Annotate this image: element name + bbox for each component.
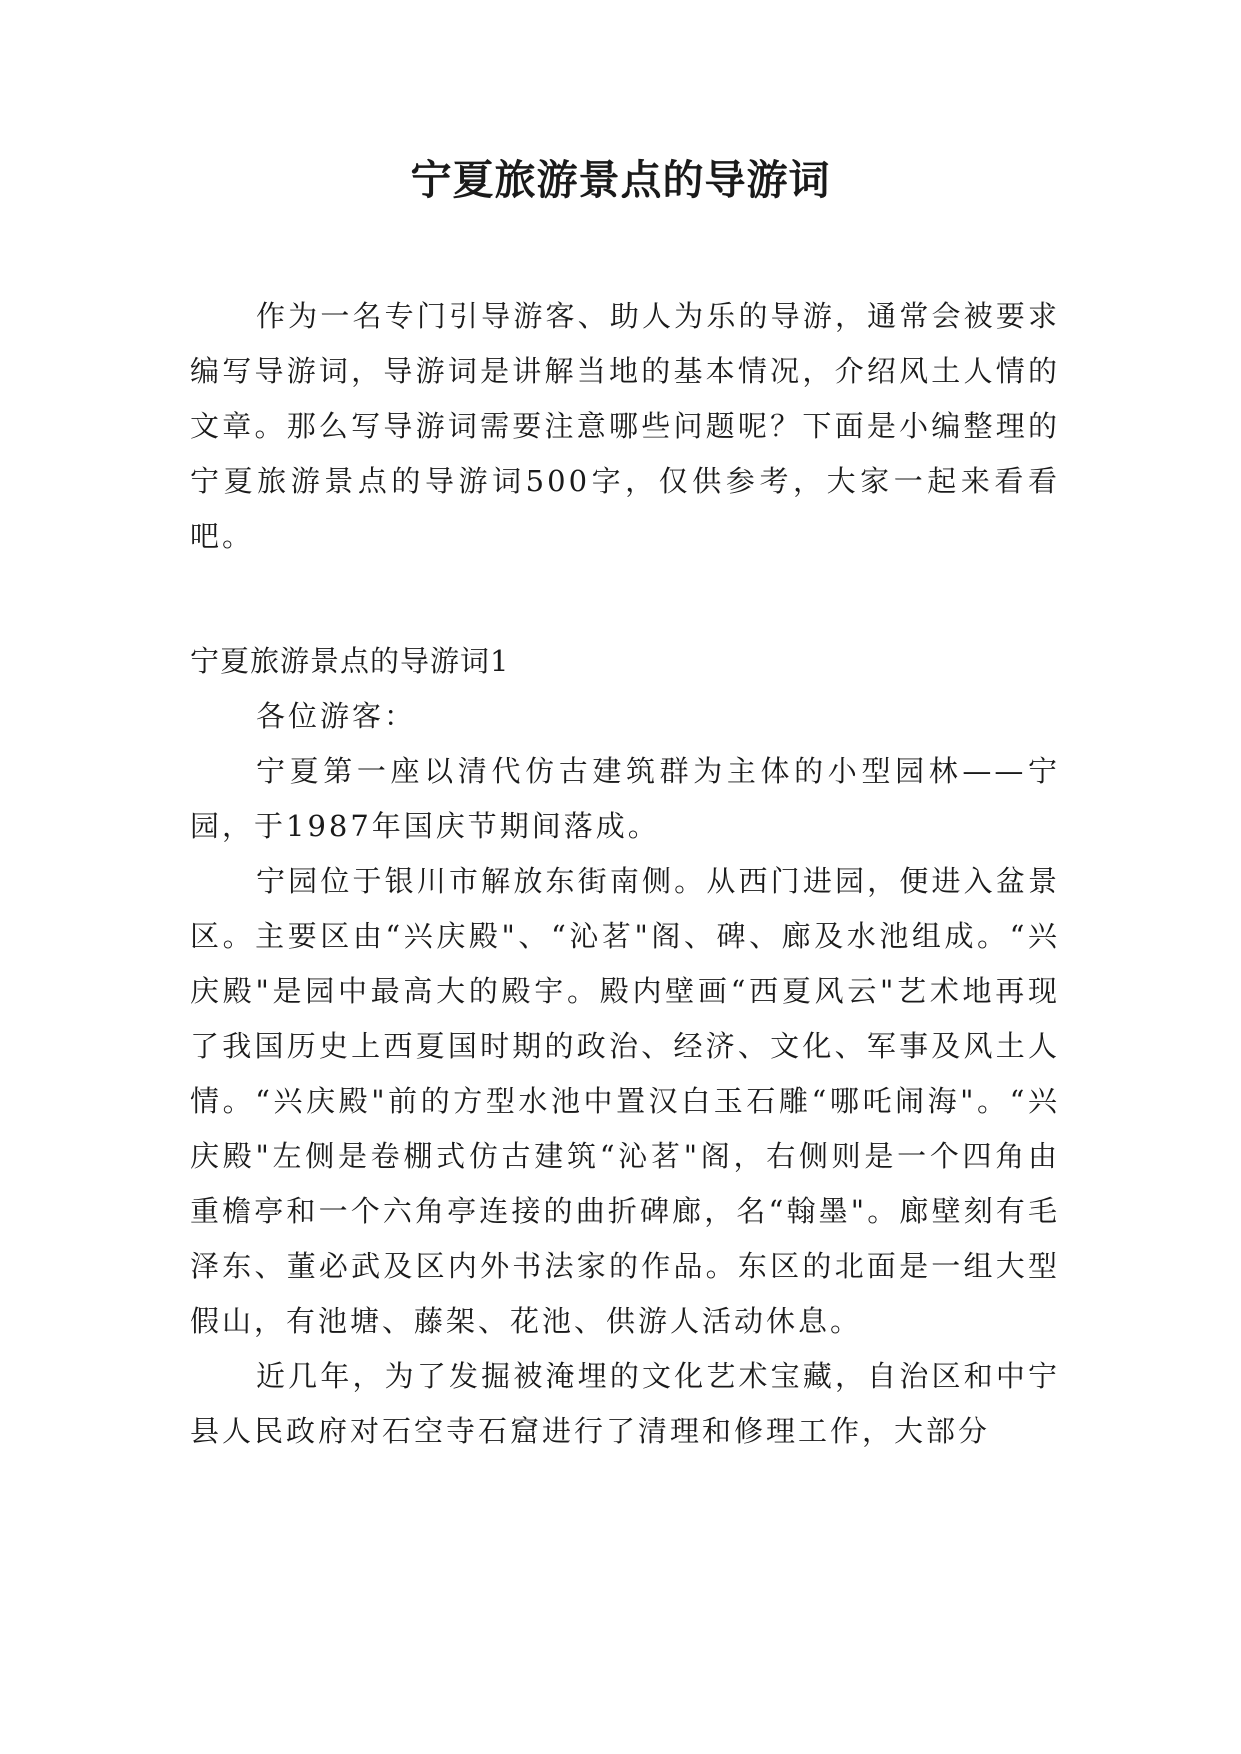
- greeting-paragraph: 各位游客：: [256, 699, 417, 733]
- document-title: 宁夏旅游景点的导游词: [410, 156, 831, 204]
- section-1: [190, 634, 1060, 1459]
- body-paragraph: 近几年，为了发掘被淹埋的文化艺术宝藏，自治区和中宁县人民政府对石空寺石窟进行了清理和修理工作，大部分: [190, 1359, 1060, 1448]
- body-paragraph: 宁夏第一座以清代仿古建筑群为主体的小型园林——宁园，于1987年国庆节期间落成。: [190, 754, 1060, 843]
- body-paragraph: 宁园位于银川市解放东街南侧。从西门进园，便进入盆景区。主要区由“兴庆殿"、“沁茗"阁、碑、廊及水池组成。“兴庆殿"是园中最高大的殿宇。殿内壁画“西夏风云"艺术地再现了我国历史上西夏国时期的政治、经济、文化、军事及风土人情。“兴庆殿"前的方型水池中置汉白玉石雕“哪吒闹海"。“兴庆殿"左侧是卷棚式仿古建筑“沁茗"阁，右侧则是一个四角由重檐亭和一个六角亭连接的曲折碑廊，名“翰墨"。廊壁刻有毛泽东、董必武及区内外书法家的作品。东区的北面是一组大型假山，有池塘、藤架、花池、供游人活动休息。: [190, 864, 1060, 1338]
- section-heading: 宁夏旅游景点的导游词1: [190, 644, 510, 678]
- intro-paragraph: 作为一名专门引导游客、助人为乐的导游，通常会被要求编写导游词，导游词是讲解当地的基本情况，介绍风土人情的文章。那么写导游词需要注意哪些问题呢？下面是小编整理的宁夏旅游景点的导游词500字，仅供参考，大家一起来看看吧。: [190, 299, 1060, 553]
- intro-block: [190, 289, 1060, 564]
